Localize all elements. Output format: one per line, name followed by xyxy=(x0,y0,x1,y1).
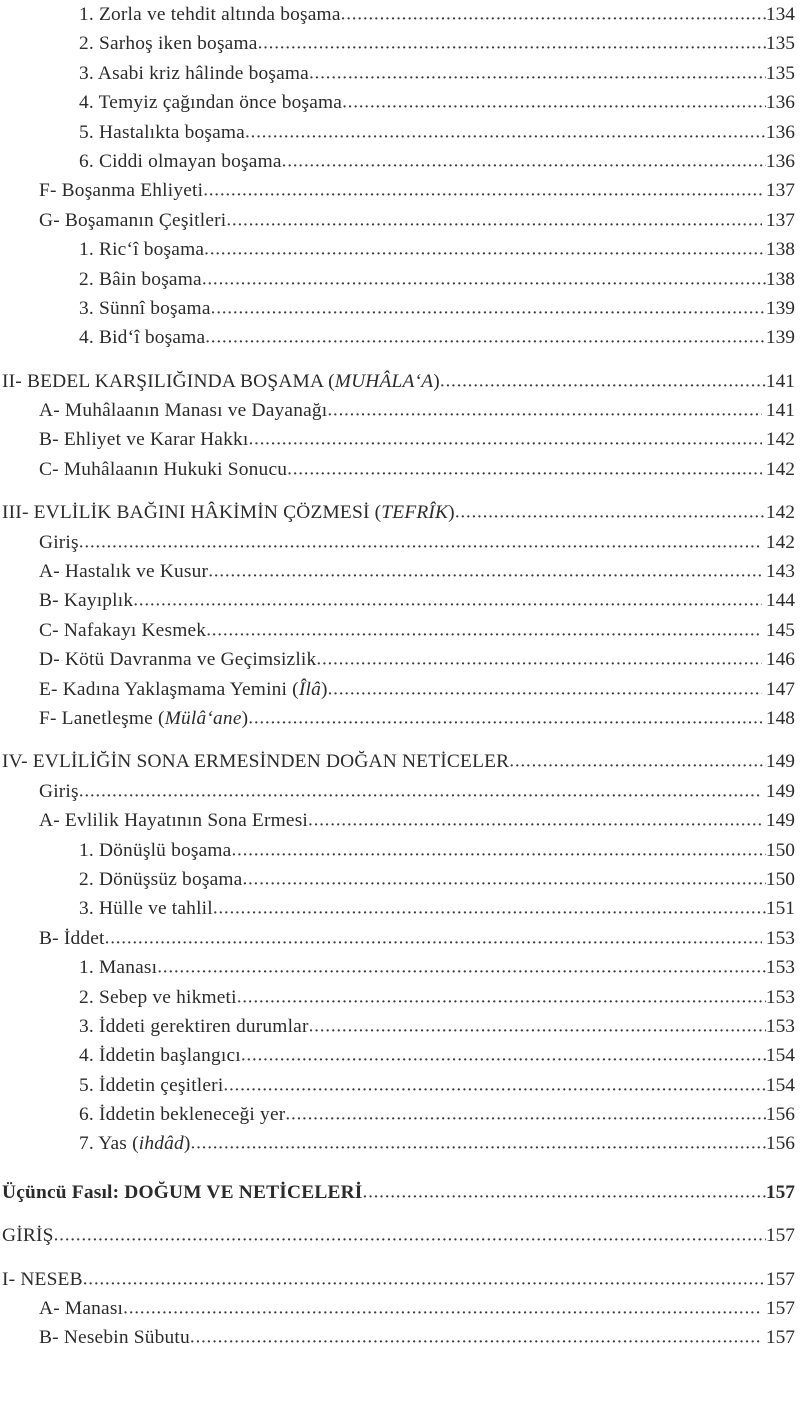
toc-entry[interactable] xyxy=(0,1294,795,1323)
toc-entry-title-suffix: ) xyxy=(448,502,455,524)
toc-entry[interactable] xyxy=(0,953,795,982)
toc-entry-title-term: MUHÂLAʻA xyxy=(334,370,434,392)
toc-entry[interactable] xyxy=(0,176,795,205)
toc-entry-title xyxy=(39,528,79,557)
toc-entry[interactable] xyxy=(0,1012,795,1041)
dot-leader xyxy=(309,59,766,88)
toc-entry[interactable] xyxy=(0,498,795,527)
toc-entry[interactable] xyxy=(0,1265,795,1294)
dot-leader xyxy=(248,704,762,733)
dot-leader xyxy=(223,1071,765,1100)
dot-leader xyxy=(83,1265,766,1294)
dot-leader xyxy=(190,1323,762,1352)
toc-entry-title-text: D- Kötü Davranma ve Geçimsizlik xyxy=(39,649,317,671)
toc-entry-title-text: E- Kadına Yaklaşmama Yemini ( xyxy=(39,678,299,700)
dot-leader xyxy=(241,1041,766,1070)
toc-entry-title xyxy=(79,323,205,352)
dot-leader xyxy=(309,1012,766,1041)
toc-entry-title-text: IV- EVLİLİĞİN SONA ERMESİNDEN DOĞAN NETİCELER xyxy=(2,751,510,773)
toc-entry[interactable] xyxy=(0,1323,795,1352)
dot-leader xyxy=(54,1221,766,1250)
toc-entry-title xyxy=(79,1012,309,1041)
toc-entry[interactable] xyxy=(0,1041,795,1070)
toc-entry-title-text: 4. İddetin başlangıcı xyxy=(79,1045,241,1067)
toc-entry-title-text: 6. Ciddi olmayan boşama xyxy=(79,150,282,172)
dot-leader xyxy=(282,147,766,176)
toc-entry[interactable] xyxy=(0,836,795,865)
toc-entry-title-text: III- EVLİLİK BAĞINI HÂKİMİN ÇÖZMESİ ( xyxy=(2,502,382,524)
toc-entry-page-number: 157 xyxy=(765,1181,795,1203)
toc-entry[interactable] xyxy=(0,367,795,396)
toc-entry-title xyxy=(79,29,258,58)
toc-entry-page-number: 147 xyxy=(765,678,795,700)
toc-entry-title xyxy=(79,953,157,982)
toc-entry-title-text: 1. Manası xyxy=(79,957,158,979)
toc-entry[interactable] xyxy=(0,586,795,615)
toc-entry-page-number: 149 xyxy=(765,751,795,773)
toc-entry-title-text: F- Lanetleşme ( xyxy=(39,707,165,729)
section-spacer xyxy=(0,484,795,498)
toc-entry-title xyxy=(79,265,202,294)
toc-entry-title xyxy=(39,425,248,454)
toc-entry-title-text: 2. Dönüşsüz boşama xyxy=(79,868,243,890)
dot-leader xyxy=(211,294,766,323)
section-spacer xyxy=(0,1159,795,1178)
toc-entry[interactable] xyxy=(0,1100,795,1129)
toc-entry-page-number: 157 xyxy=(765,1225,795,1247)
toc-entry-title xyxy=(79,147,282,176)
toc-entry-title-text: A- Manası xyxy=(39,1298,124,1320)
toc-entry-title xyxy=(79,836,232,865)
toc-entry-title-term: TEFRÎK xyxy=(381,502,449,524)
toc-entry-page-number: 142 xyxy=(765,531,795,553)
toc-entry[interactable] xyxy=(0,1129,795,1158)
toc-entry[interactable] xyxy=(0,557,795,586)
dot-leader xyxy=(204,235,766,264)
toc-entry-page-number: 156 xyxy=(765,1133,795,1155)
toc-entry[interactable] xyxy=(0,616,795,645)
dot-leader xyxy=(363,1178,766,1207)
toc-entry-title-text: 3. İddeti gerektiren durumlar xyxy=(79,1015,309,1037)
toc-entry-title-text: 2. Sebep ve hikmeti xyxy=(79,986,237,1008)
dot-leader xyxy=(232,836,766,865)
dot-leader xyxy=(191,1129,766,1158)
toc-entry-page-number: 154 xyxy=(765,1045,795,1067)
toc-entry-page-number: 135 xyxy=(765,33,795,55)
toc-entry-title-text: B- Nesebin Sübutu xyxy=(39,1327,190,1349)
toc-entry-title xyxy=(2,367,440,396)
toc-entry-page-number: 146 xyxy=(765,649,795,671)
toc-entry-title-suffix: ) xyxy=(241,707,249,729)
dot-leader xyxy=(133,586,762,615)
toc-entry-page-number: 157 xyxy=(765,1298,795,1320)
toc-entry-page-number: 142 xyxy=(765,502,795,524)
toc-entry-page-number: 142 xyxy=(765,458,795,480)
toc-entry-title-text: Giriş xyxy=(39,531,79,553)
toc-entry-title xyxy=(2,1265,83,1294)
toc-entry[interactable] xyxy=(0,1071,795,1100)
toc-entry-title xyxy=(39,176,203,205)
toc-entry[interactable] xyxy=(0,675,795,704)
toc-entry-title xyxy=(39,1294,123,1323)
toc-entry-title xyxy=(39,396,327,425)
toc-entry-title-text: II- BEDEL KARŞILIĞINDA BOŞAMA ( xyxy=(2,370,335,392)
toc-entry-page-number: 150 xyxy=(765,868,795,890)
dot-leader xyxy=(206,616,762,645)
toc-entry-page-number: 150 xyxy=(765,839,795,861)
toc-entry-title-text: 6. İddetin bekleneceği yer xyxy=(79,1104,286,1126)
toc-entry-title-text: G- Boşamanın Çeşitleri xyxy=(39,209,227,231)
toc-entry-title xyxy=(79,894,213,923)
toc-entry-page-number: 157 xyxy=(765,1268,795,1290)
toc-entry-title xyxy=(79,118,245,147)
dot-leader xyxy=(316,645,762,674)
toc-entry-title xyxy=(39,586,133,615)
dot-leader xyxy=(327,396,762,425)
toc-entry-page-number: 142 xyxy=(765,429,795,451)
toc-entry-title-text: B- Ehliyet ve Karar Hakkı xyxy=(39,429,249,451)
toc-entry-title-text: A- Hastalık ve Kusur xyxy=(39,561,209,583)
toc-entry-title-text: 7. Yas ( xyxy=(79,1133,139,1155)
toc-entry[interactable] xyxy=(0,1178,795,1207)
toc-entry-page-number: 144 xyxy=(765,590,795,612)
dot-leader xyxy=(105,924,762,953)
dot-leader xyxy=(237,983,766,1012)
toc-entry-title-text: C- Muhâlaanın Hukuki Sonucu xyxy=(39,458,288,480)
section-spacer xyxy=(0,353,795,367)
toc-entry[interactable] xyxy=(0,645,795,674)
toc-entry-title xyxy=(79,1100,285,1129)
toc-entry-title-text: 1. Zorla ve tehdit altında boşama xyxy=(79,4,341,25)
toc-entry-title-text: 2. Sarhoş iken boşama xyxy=(79,33,258,55)
dot-leader xyxy=(342,88,766,117)
dot-leader xyxy=(308,806,762,835)
toc-entry-page-number: 134 xyxy=(765,4,795,25)
toc-entry-page-number: 143 xyxy=(765,561,795,583)
toc-entry-title-term: Mülâʻane xyxy=(164,707,242,729)
toc-entry-title xyxy=(79,1071,223,1100)
toc-entry-page-number: 157 xyxy=(765,1327,795,1349)
toc-entry-title-text: GİRİŞ xyxy=(2,1225,54,1247)
toc-entry[interactable] xyxy=(0,0,795,29)
toc-entry-title xyxy=(39,924,105,953)
toc-entry-title xyxy=(2,1178,363,1207)
toc-entry-title xyxy=(39,704,248,733)
toc-entry[interactable] xyxy=(0,806,795,835)
dot-leader xyxy=(226,206,762,235)
toc-entry-title xyxy=(39,645,316,674)
toc-entry-page-number: 136 xyxy=(765,121,795,143)
dot-leader xyxy=(202,265,766,294)
toc-entry-title-text: 4. Temyiz çağından önce boşama xyxy=(79,92,343,114)
toc-entry[interactable] xyxy=(0,1221,795,1250)
dot-leader xyxy=(248,425,761,454)
toc-entry-title-text: 4. Bidʻî boşama xyxy=(79,327,206,349)
toc-entry[interactable] xyxy=(0,147,795,176)
toc-entry[interactable] xyxy=(0,206,795,235)
toc-entry-title-text: 2. Bâin boşama xyxy=(79,268,202,290)
toc-entry-title-text: B- İddet xyxy=(39,927,105,949)
toc-entry-title-text: 3. Sünnî boşama xyxy=(79,297,211,319)
toc-entry-title-text: B- Kayıplık xyxy=(39,590,134,612)
dot-leader xyxy=(203,176,762,205)
toc-entry-title xyxy=(2,1221,54,1250)
toc-entry-page-number: 135 xyxy=(765,62,795,84)
toc-entry-page-number: 141 xyxy=(765,370,795,392)
toc-entry-title xyxy=(2,747,509,776)
toc-entry-page-number: 138 xyxy=(765,239,795,261)
toc-entry-page-number: 145 xyxy=(765,619,795,641)
dot-leader xyxy=(79,777,762,806)
toc-entry[interactable] xyxy=(0,265,795,294)
toc-entry-title-suffix: ) xyxy=(320,678,328,700)
toc-entry[interactable] xyxy=(0,894,795,923)
toc-entry-page-number: 153 xyxy=(765,1015,795,1037)
toc-entry-title xyxy=(39,455,287,484)
toc-entry[interactable] xyxy=(0,924,795,953)
toc-entry-title xyxy=(79,0,341,29)
toc-entry-title xyxy=(79,983,237,1012)
toc-entry-page-number: 154 xyxy=(765,1074,795,1096)
toc-entry[interactable] xyxy=(0,118,795,147)
dot-leader xyxy=(440,367,766,396)
dot-leader xyxy=(123,1294,762,1323)
dot-leader xyxy=(245,118,766,147)
toc-entry-page-number: 148 xyxy=(765,707,795,729)
dot-leader xyxy=(341,0,766,29)
toc-entry-title xyxy=(39,206,226,235)
toc-entry-title-text: 5. Hastalıkta boşama xyxy=(79,121,245,143)
toc-entry-page-number: 139 xyxy=(765,297,795,319)
toc-entry-title-term: ihdâd xyxy=(138,1133,184,1155)
toc-entry[interactable] xyxy=(0,88,795,117)
dot-leader xyxy=(328,675,762,704)
toc-entry[interactable] xyxy=(0,983,795,1012)
toc-entry-title xyxy=(79,1129,191,1158)
toc-entry-title-text: Giriş xyxy=(39,780,79,802)
dot-leader xyxy=(242,865,765,894)
toc-entry-page-number: 151 xyxy=(765,898,795,920)
toc-entry-title-text: F- Boşanma Ehliyeti xyxy=(39,180,204,202)
toc-entry-title-text: A- Evlilik Hayatının Sona Ermesi xyxy=(39,810,309,832)
toc-entry[interactable] xyxy=(0,323,795,352)
toc-entry[interactable] xyxy=(0,747,795,776)
toc-entry-page-number: 139 xyxy=(765,327,795,349)
toc-entry[interactable] xyxy=(0,425,795,454)
dot-leader xyxy=(285,1100,766,1129)
toc-entry-page-number: 138 xyxy=(765,268,795,290)
toc-entry-page-number: 153 xyxy=(765,986,795,1008)
toc-entry-page-number: 153 xyxy=(765,957,795,979)
toc-entry-title-suffix: ) xyxy=(183,1133,191,1155)
toc-entry-page-number: 156 xyxy=(765,1104,795,1126)
toc-entry[interactable] xyxy=(0,235,795,264)
toc-entry-title-text: 1. Ricʻî boşama xyxy=(79,239,205,261)
toc-entry-title-text: 1. Dönüşlü boşama xyxy=(79,839,232,861)
toc-entry-title xyxy=(39,675,328,704)
toc-entry-title-text: 3. Hülle ve tahlil xyxy=(79,898,213,920)
toc-entry-title-text: A- Muhâlaanın Manası ve Dayanağı xyxy=(39,400,328,422)
dot-leader xyxy=(258,29,766,58)
section-spacer xyxy=(0,1251,795,1265)
toc-entry-page-number: 137 xyxy=(765,209,795,231)
section-spacer xyxy=(0,733,795,747)
toc-entry-title xyxy=(79,88,342,117)
toc-entry-title xyxy=(79,865,242,894)
toc-entry-title xyxy=(2,498,455,527)
dot-leader xyxy=(287,455,762,484)
toc-entry-page-number: 137 xyxy=(765,180,795,202)
dot-leader xyxy=(208,557,762,586)
toc-entry-title xyxy=(39,557,208,586)
section-spacer xyxy=(0,1207,795,1221)
toc-entry[interactable] xyxy=(0,777,795,806)
toc-entry[interactable] xyxy=(0,528,795,557)
toc-entry-page-number: 153 xyxy=(765,927,795,949)
toc-entry[interactable] xyxy=(0,865,795,894)
toc-entry-title xyxy=(79,1041,241,1070)
toc-entry-page-number: 149 xyxy=(765,780,795,802)
dot-leader xyxy=(509,747,766,776)
dot-leader xyxy=(455,498,766,527)
toc-entry-title-text: 5. İddetin çeşitleri xyxy=(79,1074,224,1096)
toc-entry-title xyxy=(39,806,308,835)
toc-entry-title-text: Üçüncü Fasıl: DOĞUM VE NETİCELERİ xyxy=(2,1181,363,1203)
toc-entry[interactable] xyxy=(0,704,795,733)
toc-entry-title xyxy=(39,1323,190,1352)
toc-entry-title xyxy=(39,616,206,645)
toc-entry-page-number: 141 xyxy=(765,400,795,422)
toc-entry[interactable] xyxy=(0,59,795,88)
toc-entry-title-text: I- NESEB xyxy=(2,1268,83,1290)
toc-entry[interactable] xyxy=(0,396,795,425)
dot-leader xyxy=(213,894,766,923)
toc-entry-title xyxy=(79,294,211,323)
toc-entry-title-text: 3. Asabi kriz hâlinde boşama xyxy=(79,62,309,84)
toc-entry-page-number: 136 xyxy=(765,150,795,172)
toc-entry[interactable] xyxy=(0,455,795,484)
toc-entry[interactable] xyxy=(0,294,795,323)
toc-entry-page-number: 149 xyxy=(765,810,795,832)
toc-entry-page-number: 136 xyxy=(765,92,795,114)
dot-leader xyxy=(205,323,766,352)
toc-entry-title-term: Îlâ xyxy=(298,678,321,700)
toc-entry-title-suffix: ) xyxy=(433,370,440,392)
toc-entry[interactable] xyxy=(0,29,795,58)
dot-leader xyxy=(157,953,766,982)
toc-entry-title xyxy=(39,777,79,806)
toc-entry-title xyxy=(79,235,204,264)
toc-entry-title xyxy=(79,59,309,88)
toc-entry-title-text: C- Nafakayı Kesmek xyxy=(39,619,207,641)
dot-leader xyxy=(79,528,762,557)
